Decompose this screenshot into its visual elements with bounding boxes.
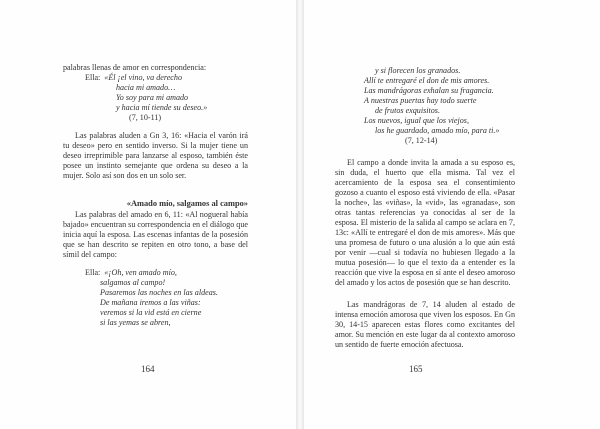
verse-line: hacia mi amado…: [116, 83, 176, 92]
poem-ella-1: [63, 73, 248, 123]
verse-line: los he guardado, amado mío, para ti.»: [375, 126, 500, 135]
verse-line: de frutos exquisitos.: [375, 106, 440, 115]
poem-speaker: Ella:: [85, 268, 101, 277]
verse-line: Yo soy para mi amado: [116, 93, 189, 102]
verse-line: A nuestras puertas hay todo suerte: [364, 96, 477, 105]
right-paragraph-2: Las mandrágoras de 7, 14 aluden al estado de intensa emoción amorosa que viven los esposos. En Gn 30, 14-15 aparecen estas flores como excitantes del amor. Su mención en este lugar da al contexto amoroso un sentido de fuerte emoción afectuosa.: [335, 300, 515, 349]
poem-speaker: Ella:: [85, 73, 101, 82]
page-number: 164: [141, 364, 155, 374]
right-page: [304, 0, 600, 429]
verse-line: salgamos al campo!: [100, 278, 166, 287]
page-number: 165: [409, 364, 423, 374]
verse-line: y si florecen los granados.: [375, 66, 461, 75]
book-gutter: [296, 0, 304, 429]
verse-line: «¡Oh, ven amado mío,: [104, 268, 177, 277]
left-page-content: [63, 63, 248, 328]
verse-reference: (7, 10-11): [129, 113, 162, 122]
left-paragraph-2: Las palabras del amado en 6, 11: «Al nogueral había bajado» encuentran su correspondencia en el diálogo que inicia aquí la esposa. Las escenas infantas de la posesión que se han descrito se repiten en otro tono, a base del símil del campo:: [63, 210, 248, 259]
section-heading: «Amado mío, salgamos al campo»: [126, 199, 248, 208]
verse-line: y hacia mí tiende su deseo.»: [116, 103, 208, 112]
verse-line: si las yemas se abren,: [100, 318, 171, 327]
verse-line: Pasaremos las noches en las aldeas.: [100, 288, 218, 297]
verse-line: «Él ¡el vino, va derecho: [104, 73, 182, 82]
right-paragraph-1: El campo a donde invita la amada a su esposo es, sin duda, el huerto que ella misma. Tal vez el acercamiento de la esposa sea el consentimiento gozoso a cuanto el esposo está viviendo de ella. «Pasar la noche», las «viñas», la «vid», las «granadas», son otras tantas referencias ya conocidas al ser de la esposa. El misterio de la salida al campo se aclara en 7, 13c: «Allí te entregaré el don de mis amores». Más que una promesa de futuro o una alusión a lo que aún está por venir —cual si todavía no hubiesen llegado a la mutua posesión— lo que el texto da a entender es la reacción que vive la esposa en sí ante el deseo amoroso del amado y los actos de posesión que se han descrito.: [335, 158, 515, 287]
verse-line: Los nuevos, igual que los viejos,: [364, 116, 469, 125]
left-page: [0, 0, 296, 429]
poem-continuation: [335, 66, 515, 146]
verse-line: De mañana iremos a las viñas:: [100, 298, 201, 307]
left-paragraph-1: Las palabras aluden a Gn 3, 16: «Hacia el varón irá tu deseo» pero en sentido inverso. Si la mujer tiene un deseo irreprimible para lanzarse al esposo, también éste posee un instinto semejante que ordena su deseo a la mujer. Solo así son dos en un solo ser.: [63, 131, 248, 180]
verse-reference: (7, 12-14): [405, 136, 438, 145]
verse-line: Allí te entregaré el don de mis amores.: [364, 76, 490, 85]
poem-ella-2: [63, 268, 248, 328]
right-page-content: [335, 66, 515, 350]
left-top-line: palabras llenas de amor en correspondencia:: [63, 63, 207, 72]
verse-line: Las mandrágoras exhalan su fragancia.: [364, 86, 494, 95]
verse-line: veremos si la vid está en cierne: [100, 308, 202, 317]
